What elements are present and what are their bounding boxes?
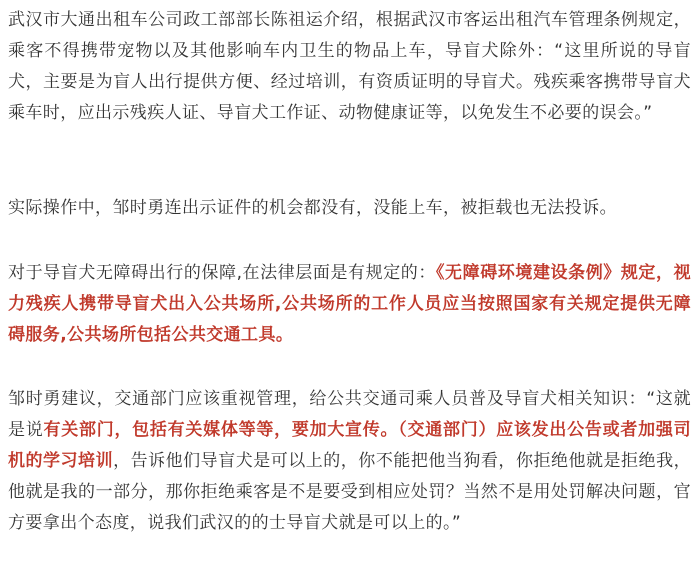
highlighted-regulation-text: 《无障碍环境建设条例》规定，视力残疾人携带导盲犬出入公共场所,公共场所的工作人员应当按照国家有关规定提供无障碍服务,公共场所包括公共交通工具。 bbox=[8, 263, 691, 345]
paragraph-suggestion bbox=[8, 384, 691, 539]
paragraph-legal-guarantee bbox=[8, 258, 691, 351]
paragraph-text: 对于导盲犬无障碍出行的保障,在法律层面是有规定的： bbox=[8, 263, 436, 283]
paragraph-refusal-outcome bbox=[8, 193, 691, 224]
highlighted-suggestion-text: 有关部门，包括有关媒体等等，要加大宣传。（交通部门）应该发出公告或者加强司机的学习培训 bbox=[8, 420, 691, 471]
paragraph-text: 邹时勇建议，交通部门应该重视管理，给公共交通司乘人员普及导盲犬相关知识：“这就是说 bbox=[8, 389, 691, 440]
paragraph-text: 武汉市大通出租车公司政工部部长陈祖运介绍，根据武汉市客运出租汽车管理条例规定，乘客不得携带宠物以及其他影响车内卫生的物品上车，导盲犬除外：“这里所说的导盲犬，主要是为盲人出行提供方便、经过培训，有资质证明的导盲犬。残疾乘客携带导盲犬乘车时，应出示残疾人证、导盲犬工作证、动物健康证等，以免发生不必要的误会。” bbox=[8, 10, 691, 123]
paragraph-company-introduction bbox=[8, 5, 691, 129]
paragraph-text: ，告诉他们导盲犬是可以上的，你不能把他当狗看，你拒绝他就是拒绝我，他就是我的一部分，那你拒绝乘客是不是要受到相应处罚？当然不是用处罚解决问题，官方要拿出个态度，说我们武汉的的士导盲犬就是可以上的。” bbox=[8, 451, 691, 533]
paragraph-text: 实际操作中，邹时勇连出示证件的机会都没有，没能上车，被拒载也无法投诉。 bbox=[8, 198, 617, 218]
